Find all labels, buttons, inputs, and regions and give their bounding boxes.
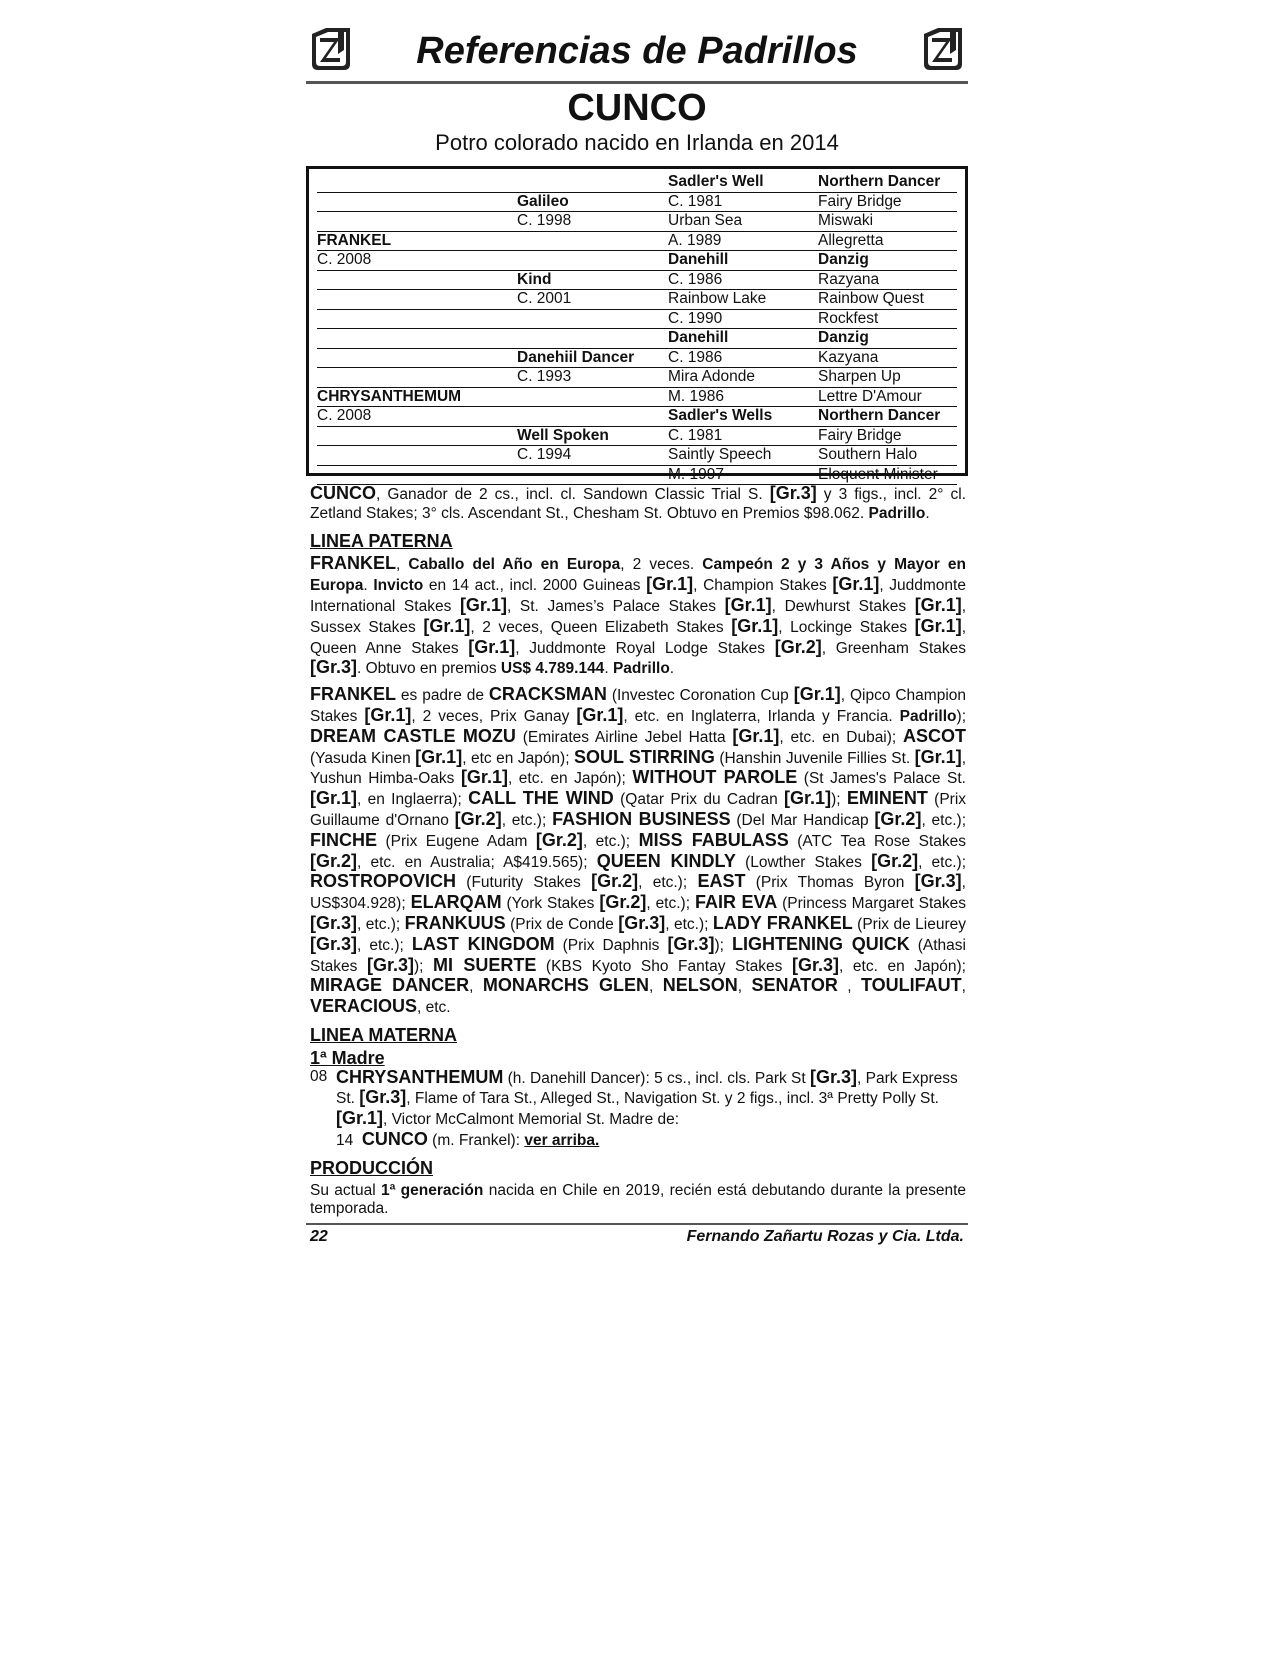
text-run: , etc.);: [646, 895, 695, 913]
horse-name-ref: ROSTROPOVICH: [310, 871, 457, 892]
grade-label: [Gr.1]: [914, 594, 962, 615]
grade-label: [Gr.3]: [618, 912, 666, 933]
pedigree-cell-c1: [317, 348, 517, 368]
pedigree-cell-c3: C. 1981: [668, 426, 818, 446]
pedigree-cell-c4: Razyana: [818, 270, 957, 290]
horse-name-ref: DREAM CASTLE MOZU: [310, 725, 516, 746]
pedigree-cell-c2: [517, 251, 668, 271]
text-run: );: [956, 707, 966, 725]
text-run: (Del Mar Handicap: [730, 811, 875, 829]
pedigree-cell-c2: [517, 387, 668, 407]
bold-text: Campeón 2 y 3 Años y Mayor en Europa: [310, 556, 966, 595]
text-run: (St James's Palace St.: [797, 770, 966, 788]
section-linea-materna: LINEA MATERNA: [310, 1024, 457, 1045]
text-run: (Qatar Prix du Cadran: [613, 791, 785, 809]
madre-text: [336, 1068, 966, 1151]
pedigree-cell-c3: C. 1986: [668, 270, 818, 290]
pedigree-cell-c1: C. 2008: [317, 407, 517, 427]
horse-name-ref: EMINENT: [846, 788, 928, 809]
text-run: (Prix Guillaume d'Ornano: [310, 791, 967, 829]
grade-label: [Gr.1]: [832, 574, 880, 595]
text-run: , etc.: [417, 999, 451, 1017]
zr-monogram-logo-icon: [920, 24, 966, 74]
horse-name-ref: MISS FABULASS: [638, 829, 789, 850]
text-run: (Hanshin Juvenile Fillies St.: [714, 749, 915, 767]
pedigree-cell-c4: Allegretta: [818, 231, 957, 251]
pedigree-cell-c1: CHRYSANTHEMUM: [317, 387, 517, 407]
text-run: , St. James’s Palace Stakes: [506, 597, 725, 615]
grade-label: [Gr.3]: [914, 871, 962, 892]
section-produccion: PRODUCCIÓN: [310, 1157, 434, 1178]
text-run: .: [604, 660, 613, 678]
pedigree-cell-c4: Northern Dancer: [818, 407, 957, 427]
bold-text: Padrillo: [612, 660, 670, 678]
ver-arriba-link[interactable]: ver arriba.: [524, 1131, 600, 1149]
text-run: , etc. en Inglaterra, Irlanda y Francia.: [623, 707, 900, 725]
pedigree-cell-c3: C. 1990: [668, 309, 818, 329]
text-run: , Qipco Champion Stakes: [310, 687, 967, 725]
text-run: . Obtuvo en premios: [357, 660, 501, 678]
pedigree-cell-c3: Sadler's Well: [668, 173, 818, 192]
text-run: ,: [648, 978, 663, 996]
pedigree-cell-c2: C. 1994: [517, 446, 668, 466]
page-header: [306, 20, 968, 82]
grade-label: [Gr.3]: [310, 657, 358, 678]
offspring-year: 14: [336, 1131, 354, 1149]
pedigree-cell-c2: Kind: [517, 270, 668, 290]
pedigree-row: [317, 407, 957, 427]
pedigree-row: [317, 270, 957, 290]
text-run: , etc.);: [921, 811, 966, 829]
text-run: , Victor McCalmont Memorial St. Madre de:: [383, 1111, 680, 1129]
text-run: , etc.);: [918, 853, 967, 871]
page: [306, 20, 968, 1246]
grade-label: [Gr.1]: [914, 746, 962, 767]
pedigree-row: [317, 251, 957, 271]
summary-grade: [Gr.3]: [769, 483, 817, 503]
pedigree-cell-c3: A. 1989: [668, 231, 818, 251]
horse-subtitle: Potro colorado nacido en Irlanda en 2014: [435, 130, 839, 155]
grade-label: [Gr.1]: [364, 704, 412, 725]
page-number: 22: [310, 1228, 328, 1246]
pedigree-cell-c1: FRANKEL: [317, 231, 517, 251]
summary-end: .: [925, 504, 930, 522]
pedigree-cell-c4: Lettre D'Amour: [818, 387, 957, 407]
text-run: (Prix de Conde: [505, 915, 619, 933]
horse-name-ref: MONARCHS GLEN: [482, 975, 649, 996]
horse-name-ref: CRACKSMAN: [488, 684, 607, 705]
horse-name-ref: MI SUERTE: [433, 954, 537, 975]
pedigree-cell-c4: Rainbow Quest: [818, 290, 957, 310]
pedigree-row: [317, 329, 957, 349]
grade-label: [Gr.3]: [310, 933, 358, 954]
pedigree-cell-c1: [317, 446, 517, 466]
text-run: , etc. en Japón);: [839, 957, 966, 975]
text-run: (Yasuda Kinen: [310, 749, 416, 767]
pedigree-box: [306, 166, 968, 483]
pedigree-row: [317, 309, 957, 329]
grade-label: [Gr.1]: [336, 1108, 384, 1129]
pedigree-cell-c4: Miswaki: [818, 212, 957, 232]
text-run: );: [413, 957, 434, 975]
horse-name-ref: WITHOUT PAROLE: [632, 767, 798, 788]
pedigree-row: [317, 387, 957, 407]
grade-label: [Gr.2]: [454, 808, 502, 829]
header-rule: [306, 81, 968, 84]
grade-label: [Gr.1]: [310, 788, 358, 809]
grade-label: [Gr.3]: [359, 1087, 407, 1108]
pedigree-row: [317, 368, 957, 388]
text-run: , etc. en Japón);: [507, 770, 633, 788]
pedigree-cell-c2: C. 1998: [517, 212, 668, 232]
text-run: , Park Express St.: [336, 1069, 958, 1108]
pedigree-cell-c1: [317, 212, 517, 232]
pedigree-cell-c2: Galileo: [517, 192, 668, 212]
text-run: .: [669, 660, 675, 678]
text-run: , etc.);: [357, 915, 405, 933]
offspring-detail: (m. Frankel):: [427, 1131, 525, 1149]
grade-label: [Gr.1]: [468, 636, 516, 657]
bold-text: 1ª generación: [380, 1181, 484, 1199]
pedigree-row: [317, 290, 957, 310]
horse-name-ref: QUEEN KINDLY: [596, 850, 736, 871]
text-run: , 2 veces.: [620, 556, 703, 574]
summary-text-2: y 3 figs., incl. 2° cl. Zetland Stakes; 3° cls. Ascendant St., Chesham St. Obtuvo en Premios $98.062.: [310, 486, 967, 522]
horse-name-ref: FRANKEL: [310, 553, 396, 574]
pedigree-cell-c2: Well Spoken: [517, 426, 668, 446]
text-run: ,: [396, 556, 409, 574]
text-run: , etc. en Dubai);: [779, 728, 903, 746]
text-run: , Sussex Stakes: [310, 597, 967, 636]
horse-name-ref: FRANKUUS: [404, 912, 506, 933]
text-run: ,: [469, 978, 483, 996]
grade-label: [Gr.3]: [809, 1066, 857, 1087]
bold-text: US$ 4.789.144: [500, 660, 605, 678]
grade-label: [Gr.2]: [599, 892, 647, 913]
grade-label: [Gr.1]: [784, 788, 832, 809]
text-run: , Juddmonte Royal Lodge Stakes: [515, 639, 775, 657]
horse-name-ref: FINCHE: [310, 829, 377, 850]
pedigree-cell-c2: [517, 329, 668, 349]
horse-name-ref: ELARQAM: [410, 892, 502, 913]
pedigree-cell-c4: Fairy Bridge: [818, 192, 957, 212]
grade-label: [Gr.1]: [459, 594, 507, 615]
pedigree-cell-c1: [317, 309, 517, 329]
pedigree-cell-c1: [317, 329, 517, 349]
text-run: ,: [737, 978, 752, 996]
pedigree-cell-c3: Danehill: [668, 329, 818, 349]
pedigree-cell-c4: Kazyana: [818, 348, 957, 368]
horse-name-ref: CALL THE WIND: [468, 788, 614, 809]
text-run: (Lowther Stakes: [735, 853, 872, 871]
text-run: , etc. en Australia; A$419.565);: [357, 853, 597, 871]
text-run: (Emirates Airline Jebel Hatta: [515, 728, 733, 746]
horse-name-ref: LIGHTENING QUICK: [731, 933, 910, 954]
text-run: (Prix Eugene Adam: [377, 832, 536, 850]
text-run: (Prix Daphnis: [554, 936, 668, 954]
pedigree-cell-c3: Mira Adonde: [668, 368, 818, 388]
pedigree-cell-c3: Urban Sea: [668, 212, 818, 232]
bold-text: Invicto: [373, 577, 424, 595]
text-run: Su actual: [310, 1181, 381, 1199]
pedigree-cell-c1: [317, 173, 517, 192]
text-run: , Juddmonte International Stakes: [310, 577, 966, 615]
pedigree-cell-c1: C. 2008: [317, 251, 517, 271]
pedigree-cell-c2: C. 1993: [517, 368, 668, 388]
text-run: (Princess Margaret Stakes: [777, 895, 966, 913]
pedigree-cell-c1: [317, 290, 517, 310]
pedigree-cell-c2: [517, 231, 668, 251]
text-run: , Champion Stakes: [693, 577, 833, 595]
text-run: (h. Danehill Dancer): 5 cs., incl. cls. Park St: [503, 1069, 810, 1087]
horse-name-ref: LAST KINGDOM: [411, 933, 555, 954]
grade-label: [Gr.1]: [731, 615, 779, 636]
grade-label: [Gr.1]: [415, 746, 463, 767]
horse-name-ref: VERACIOUS: [310, 996, 418, 1017]
horse-name-ref: SENATOR: [751, 975, 838, 996]
summary-horse-name: CUNCO: [310, 483, 376, 503]
grade-label: [Gr.1]: [576, 704, 624, 725]
pedigree-cell-c1: [317, 270, 517, 290]
pedigree-cell-c4: Sharpen Up: [818, 368, 957, 388]
pedigree-cell-c4: Southern Halo: [818, 446, 957, 466]
text-run: ,: [837, 978, 861, 996]
text-run: , etc.);: [665, 915, 713, 933]
pedigree-cell-c2: C. 2001: [517, 290, 668, 310]
horse-name-ref: EAST: [697, 871, 746, 892]
text-run: );: [831, 791, 847, 809]
pedigree-cell-c2: [517, 173, 668, 192]
grade-label: [Gr.1]: [460, 767, 508, 788]
grade-label: [Gr.2]: [535, 829, 583, 850]
body-text: [306, 484, 968, 1219]
pedigree-row: [317, 348, 957, 368]
offspring-name: CUNCO: [361, 1128, 428, 1149]
pedigree-cell-c1: [317, 192, 517, 212]
text-run: , etc.);: [357, 936, 412, 954]
grade-label: [Gr.1]: [646, 574, 694, 595]
pedigree-row: [317, 446, 957, 466]
bold-text: Padrillo: [899, 707, 957, 725]
text-run: , Flame of Tara St., Alleged St., Navigation St. y 2 figs., incl. 3ª Pretty Polly St.: [406, 1090, 939, 1108]
pedigree-cell-c3: M. 1997: [668, 465, 818, 485]
text-run: , Dewhurst Stakes: [771, 597, 915, 615]
paterna-paragraph-2: [310, 685, 966, 1018]
pedigree-cell-c3: Danehill: [668, 251, 818, 271]
pedigree-cell-c2: [517, 309, 668, 329]
pedigree-cell-c2: [517, 465, 668, 485]
pedigree-row: [317, 426, 957, 446]
horse-name-ref: MIRAGE DANCER: [310, 975, 470, 996]
pedigree-cell-c4: Eloquent Minister: [818, 465, 957, 485]
text-run: , Queen Anne Stakes: [310, 618, 966, 657]
section-primera-madre: 1ª Madre: [310, 1047, 385, 1068]
pedigree-cell-c3: C. 1986: [668, 348, 818, 368]
text-run: , Greenham Stakes: [821, 639, 966, 657]
text-run: , en Inglaerra);: [357, 791, 469, 809]
bold-text: Caballo del Año en Europa: [408, 556, 621, 574]
pedigree-cell-c1: [317, 426, 517, 446]
horse-name-ref: LADY FRANKEL: [712, 912, 853, 933]
horse-name-ref: FAIR EVA: [694, 892, 778, 913]
pedigree-cell-c3: C. 1981: [668, 192, 818, 212]
grade-label: [Gr.2]: [874, 808, 922, 829]
text-run: , etc.);: [582, 832, 639, 850]
text-run: (KBS Kyoto Sho Fantay Stakes: [536, 957, 792, 975]
madre-offspring: [336, 1130, 966, 1151]
pedigree-row: [317, 231, 957, 251]
horse-name-ref: FRANKEL: [310, 684, 396, 705]
grade-label: [Gr.2]: [591, 871, 639, 892]
horse-name-ref: NELSON: [662, 975, 738, 996]
horse-name-ref: SOUL STIRRING: [574, 746, 715, 767]
pedigree-table: [317, 173, 957, 485]
grade-label: [Gr.3]: [310, 912, 358, 933]
pedigree-row: [317, 465, 957, 485]
pedigree-cell-c4: Danzig: [818, 251, 957, 271]
text-run: , 2 veces, Prix Ganay: [411, 707, 577, 725]
paterna-paragraph-1: [310, 554, 966, 679]
grade-label: [Gr.3]: [667, 933, 715, 954]
text-run: en 14 act., incl. 2000 Guineas: [423, 577, 647, 595]
page-footer: [306, 1225, 968, 1246]
page-header-title: Referencias de Padrillos: [416, 30, 858, 72]
text-run: , Yushun Himba-Oaks: [310, 749, 966, 788]
horse-name: CUNCO: [567, 87, 707, 129]
pedigree-row: [317, 212, 957, 232]
section-linea-paterna: LINEA PATERNA: [310, 530, 453, 551]
horse-name-ref: ASCOT: [903, 725, 966, 746]
summary-text-1: , Ganador de 2 cs., incl. cl. Sandown Classic Trial S.: [376, 486, 770, 503]
horse-name-ref: TOULIFAUT: [860, 975, 962, 996]
text-run: (ATC Tea Rose Stakes: [788, 832, 966, 850]
pedigree-cell-c3: Rainbow Lake: [668, 290, 818, 310]
pedigree-cell-c3: M. 1986: [668, 387, 818, 407]
text-run: .: [363, 577, 374, 595]
text-run: (Prix de Lieurey: [852, 915, 966, 933]
pedigree-cell-c2: [517, 407, 668, 427]
pedigree-cell-c1: [317, 465, 517, 485]
pedigree-cell-c4: Rockfest: [818, 309, 957, 329]
grade-label: [Gr.3]: [366, 954, 414, 975]
text-run: );: [714, 936, 732, 954]
grade-label: [Gr.3]: [792, 954, 840, 975]
horse-name-ref: FASHION BUSINESS: [552, 808, 731, 829]
pedigree-cell-c2: Danehiil Dancer: [517, 348, 668, 368]
pedigree-row: [317, 192, 957, 212]
pedigree-row: [317, 173, 957, 192]
text-run: nacida en Chile en 2019, recién está debutando durante la presente temporada.: [310, 1181, 967, 1218]
pedigree-cell-c1: [317, 368, 517, 388]
pedigree-cell-c4: Northern Dancer: [818, 173, 957, 192]
horse-name-ref: CHRYSANTHEMUM: [336, 1066, 504, 1087]
grade-label: [Gr.2]: [310, 850, 358, 871]
text-run: (Prix Thomas Byron: [745, 874, 915, 892]
text-run: (York Stakes: [501, 895, 600, 913]
grade-label: [Gr.2]: [774, 636, 822, 657]
text-run: (Athasi Stakes: [310, 936, 966, 975]
grade-label: [Gr.1]: [423, 615, 471, 636]
grade-label: [Gr.1]: [732, 725, 780, 746]
text-run: ,: [961, 978, 966, 996]
text-run: (Futurity Stakes: [456, 874, 592, 892]
pedigree-cell-c4: Fairy Bridge: [818, 426, 957, 446]
text-run: (Investec Coronation Cup: [606, 687, 794, 705]
madre-year: 08: [310, 1067, 328, 1085]
madre-entry: [310, 1068, 966, 1151]
madre-paragraph: [336, 1068, 966, 1130]
summary-paragraph: [310, 484, 966, 524]
pedigree-cell-c3: Sadler's Wells: [668, 407, 818, 427]
pedigree-cell-c3: Saintly Speech: [668, 446, 818, 466]
grade-label: [Gr.1]: [724, 594, 772, 615]
text-run: , Lockinge Stakes: [778, 618, 915, 636]
text-run: , 2 veces, Queen Elizabeth Stakes: [470, 618, 732, 636]
grade-label: [Gr.1]: [793, 684, 841, 705]
grade-label: [Gr.1]: [914, 615, 962, 636]
text-run: , etc.);: [501, 811, 553, 829]
text-run: , etc en Japón);: [462, 749, 574, 767]
pedigree-cell-c4: Danzig: [818, 329, 957, 349]
grade-label: [Gr.2]: [871, 850, 919, 871]
footer-company: Fernando Zañartu Rozas y Cia. Ltda.: [686, 1228, 964, 1246]
text-run: es padre de: [396, 687, 489, 705]
summary-padrillo: Padrillo: [868, 504, 926, 522]
produccion-paragraph: [310, 1182, 966, 1220]
text-run: , etc.);: [638, 874, 698, 892]
text-run: , US$304.928);: [310, 874, 966, 913]
